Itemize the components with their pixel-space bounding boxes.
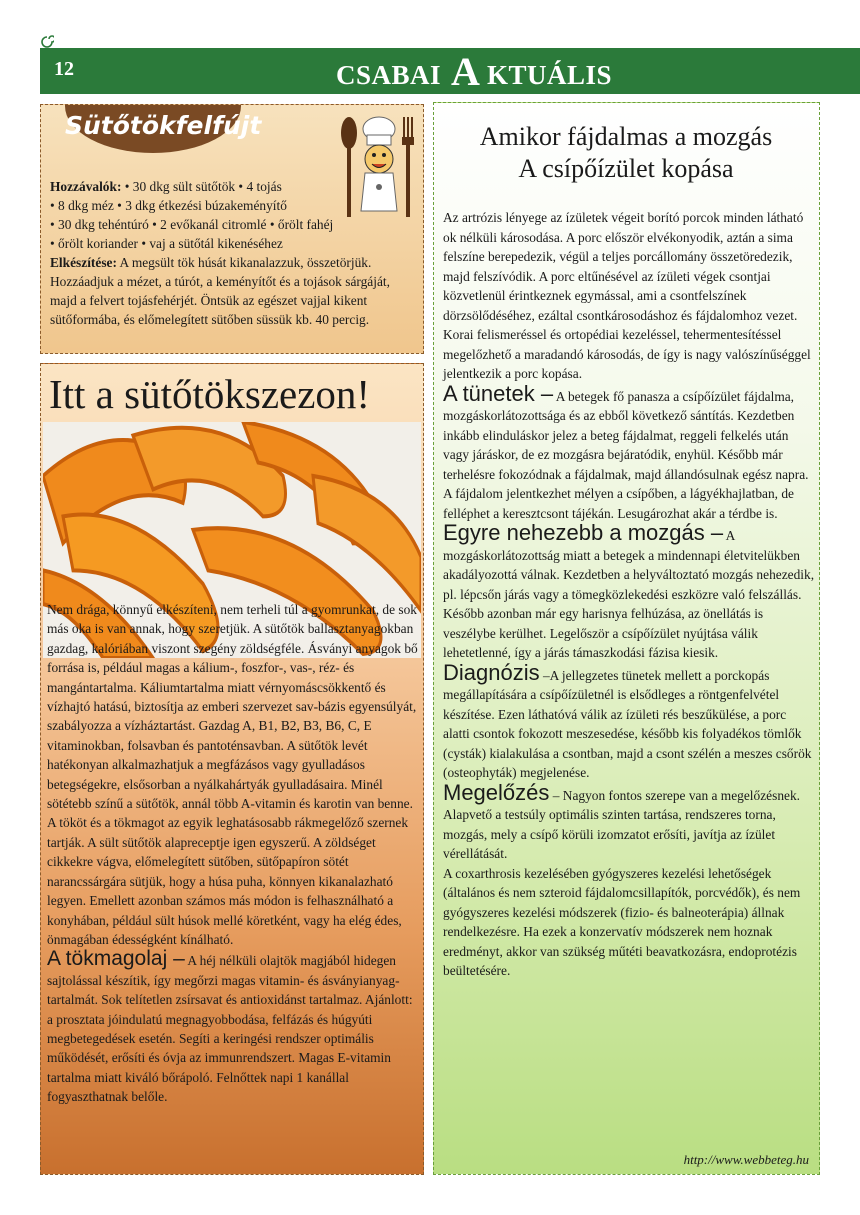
prep-label: Elkészítése: (50, 255, 117, 270)
swirl-icon (40, 35, 54, 49)
page-number: 12 (54, 58, 74, 80)
article-body (47, 600, 421, 1107)
section-text: A betegek fő panasza a csípőízület fájdalma, mozgáskorlátozottsága és az ebből következő sántítás. Kezdetben inkább elinduláskor jelez a beteg fájdalmat, reggeli felkelés után vagy járáskor, de ez mozgásra bejáratódik, enyhül. Később már terhelésre fokozódnak a fájdalmak, majd állandósulnak egész napra. A fájdalom jelentkezhet mélyen a csípőben, a lágyékhajlatban, de felléphet a keresztcsont tájékán. Lesugározhat akár a térdbe is. (443, 388, 809, 521)
ingredients-line: • őrölt koriander • vaj a sütőtál kikenéséhez (50, 236, 283, 251)
article-title (434, 121, 818, 185)
section-heading: Megelőzés (443, 779, 550, 805)
ingredients-line: • 8 dkg méz • 3 dkg étkezési búzakeményítő (50, 198, 287, 213)
recipe-title: Sütőtökfelfújt (65, 111, 262, 140)
recipe-box (40, 104, 424, 354)
article-title: Itt a sütőtökszezon! (49, 371, 371, 417)
section-text: – Nagyon fontos szerepe van a megelőzésnek. Alapvető a testsúly optimális szinten tartása, rendszeres torna, mozgás, mely a csípő körüli izomzatot erősíti, javítja az ízület vérellátását. (443, 787, 801, 861)
title-line: Amikor fájdalmas a mozgás (479, 122, 773, 151)
prep-text: A megsült tök húsát kikanalazzuk, összetörjük. Hozzáadjuk a mézet, a túrót, a keményítőt és a tojások sárgáját, majd a felvert tojásfehérjét. Öntsük az egészet vajjal kikent sütőformába, és előmelegített sütőben süssük kb. 40 percig. (50, 255, 390, 327)
section-heading: A tökmagolaj – (47, 947, 185, 971)
article-body (443, 208, 815, 981)
section-heading: Egyre nehezebb a mozgás – (443, 520, 724, 545)
title-line: A csípőízület kopása (518, 154, 734, 183)
article-paragraph: Nem drága, könnyű elkészíteni, nem terheli túl a gyomrunkat, de sok más oka is van annak, hogy szeretjük. A sütőtök ballasztanyagokban gazdag, kalóriában viszont szegény zöldségféle. Ásványi anyagok bő forrása is, például magas a kálium-, foszfor-, vas-, réz- és mangántartalma. Káliumtartalma miatt vérnyomáscsökkentő és vízhajtó hatású, biztosítja az emberi szervezet sav-bázis egyensúlyát, szabályozza a vízháztartást. Gazdag A, B1, B2, B3, B6, C, E vitaminokban, folsavban és pantoténsavban. A sütőtök levét hatékonyan alkalmazhatjuk a megfázásos vagy gyulladásos betegségekre, elsősorban a nyálkahártyák gyulladásaira. Minél sötétebb színű a sütőtök, annál több A-vitamin és karotin van benne. A tököt és a tökmagot az egyik leghatásosabb rákmegelőző szernek tartják. A sült sütőtök alapreceptje igen egyszerű. A zöldséget cikkekre vágva, előmelegített sütőben, sütőpapíron sötét narancssárgára sütjük, hogy a húsa puha, könnyen kikanalazható legyen. Emellett azonban számos más módon is felhasználható a konyhában, például sült húsok mellé köretként, vagy ha elég édes, önmagában édességként kínálható. (47, 602, 418, 947)
recipe-banner (65, 105, 262, 153)
hip-article (433, 102, 820, 1175)
section-text: A héj nélküli olajtök magjából hidegen sajtolással készítik, így megőrzi magas vitamin- és ásványianyag-tartalmát. Sok telítetlen zsírsavat és antioxidánst tartalmaz. Ajánlott: a prosztata jóindulatú megnagyobbodása, felfázás és húgyúti megbetegedések esetén. Segíti a keringési rendszer optimális működését, erősíti és óvja az immunrendszert. Magas E-vitamin tartalma miatt kiváló bőrápoló. Felnőttek napi 1 kanállal fogyaszthatnak belőle. (47, 953, 413, 1105)
source-link[interactable]: http://www.webbeteg.hu (683, 1152, 809, 1167)
ingredients-line: • 30 dkg tehéntúró • 2 evőkanál citromlé • őrölt fahéj (50, 217, 334, 232)
masthead-title-prefix: CSABAI (336, 60, 442, 90)
masthead-title-suffix: KTUÁLIS (487, 60, 613, 90)
section-text: A mozgáskorlátozottság miatt a betegek a mindennapi életvitelükben akadályozottá válnak. Kezdetben a helyváltoztató mozgás nehezedik, pl. lépcsőn járás vagy a tömegközlekedési eszközre való felszállás. Később azonban már egy harisnya felhúzása, az önellátás is veszélybe kerülhet. Legelőször a csípőízület nyújtása válik lehetetlenné, így a járás támaszkodási fázisa kiesik. (443, 528, 815, 660)
page-header (40, 48, 860, 94)
section-heading: A tünetek – (443, 380, 554, 406)
pumpkin-article (40, 363, 424, 1175)
recipe-text (50, 177, 418, 329)
ingredients-line: • 30 dkg sült sütőtök • 4 tojás (121, 179, 282, 194)
article-paragraph: Az artrózis lényege az ízületek végeit borító porcok minden látható ok nélküli károsodása. A porc először elvékonyodik, aztán a sima felszíne berepedezik, végül a teljes porcállomány összetöredezik, majd felszívódik. A porc eltűnésével az ízületi végek csontjai közvetlenül érintkeznek egymással, ami a csontfelszínek dörzsölődéséhez, ezáltal csontkárosodáshoz és fájdalomhoz vezet. Korai felismeréssel és ortopédiai kezeléssel, tehermentesítéssel megelőzhető a maradandó károsodás, de így is nagy valószínűséggel jelentkezik a porc kopása. (443, 210, 811, 381)
masthead-title-initial: A (451, 49, 480, 94)
section-text: –A jellegzetes tünetek mellett a porckopás megállapítására a csípőízületnél is elsődleges a röntgenfelvétel készítése. Ezen láthatóvá válik az ízületi rés beszűkülése, a porc alatti csontok fokozott meszesedése, később kis folyadékos tömlők (cysták) kialakulása a csontban, majd a csont szélén a meszes csőrök (osteophyták) megjelenése. (443, 667, 812, 780)
article-paragraph: A coxarthrosis kezelésében gyógyszeres kezelési lehetőségek (általános és nem szteroid fájdalomcsillapítók, porcvédők), és nem gyógyszeres kezelési módszerek (fizio- és balneoterápia) állnak rendelkezésre. Ha ezek a konzervatív módszerek nem hoznak eredményt, akkor van szükség műtéti beavatkozásra, endoprotézis beültetésére. (443, 865, 801, 978)
section-heading: Diagnózis (443, 659, 540, 685)
ingredients-label: Hozzávalók: (50, 179, 122, 194)
